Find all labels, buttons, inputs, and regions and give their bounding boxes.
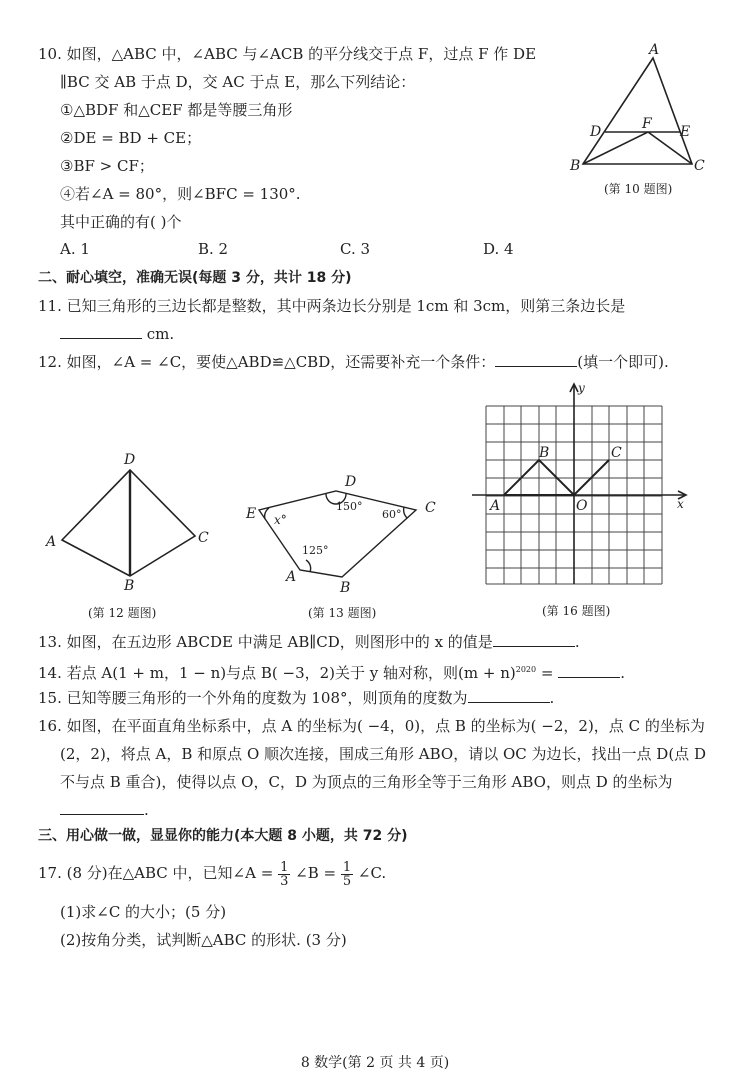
q12-figure	[40, 450, 220, 595]
section-3-heading: 三、用心做一做，显显你的能力(本大题 8 小题，共 72 分)	[38, 828, 408, 844]
q15-text: 15. 已知等腰三角形的一个外角的度数为 108°，则顶角的度数为	[38, 689, 468, 707]
q12-caption: (第 12 题图)	[88, 606, 157, 620]
q16-label-a: A	[490, 498, 501, 514]
q16-answer-line	[60, 800, 149, 820]
q14-answer-blank[interactable]	[558, 663, 620, 678]
q17-pre: 17. (8 分)在△ABC 中，已知∠A =	[38, 864, 274, 882]
q13-line	[38, 632, 580, 652]
q10-label-e: E	[680, 124, 691, 140]
q15-answer-blank[interactable]	[468, 688, 550, 703]
q10-statement-2: ②DE = BD + CE；	[60, 129, 202, 147]
q10-label-c: C	[694, 158, 705, 174]
q13-label-d: D	[345, 474, 357, 490]
q16-caption: (第 16 题图)	[542, 604, 611, 618]
q13-answer-blank[interactable]	[493, 632, 575, 647]
q13-angle-c: 60°	[382, 508, 402, 521]
q16-line2: (2，2)，将点 A，B 和原点 O 顺次连接，围成三角形 ABO，请以 OC 为边长，找出一点 D(点 D	[60, 745, 706, 763]
q10-label-a: A	[649, 42, 660, 58]
q17-line	[38, 858, 386, 888]
q10-label-b: B	[570, 158, 581, 174]
q13-angle-d: 150°	[336, 500, 363, 513]
q13-label-c: C	[425, 500, 436, 516]
q14-tail: .	[620, 664, 625, 682]
q13-angle-a: 125°	[302, 544, 329, 557]
q11-answer-blank[interactable]	[60, 324, 142, 339]
q17-part-2: (2)按角分类，试判断△ABC 的形状. (3 分)	[60, 931, 347, 949]
q13-caption: (第 13 题图)	[308, 606, 377, 620]
q10-option-a: A. 1	[60, 240, 90, 258]
q17-part-1: (1)求∠C 的大小；(5 分)	[60, 903, 227, 921]
q16-label-o: O	[576, 498, 588, 514]
q16-axis-x: x	[677, 497, 684, 511]
q16-answer-blank[interactable]	[60, 800, 144, 815]
q15-line	[38, 688, 554, 708]
q12-label-d: D	[124, 452, 136, 468]
q10-caption: (第 10 题图)	[604, 182, 673, 196]
q16-figure	[468, 380, 698, 590]
q11-answer-line	[60, 324, 174, 344]
q10-ask: 其中正确的有( )个	[60, 213, 182, 231]
q12-label-c: C	[198, 530, 209, 546]
q16-tail: .	[144, 801, 149, 819]
page-footer: 8 数学(第 2 页 共 4 页)	[300, 1055, 450, 1071]
q13-label-b: B	[340, 580, 351, 596]
q16-axis-y: y	[578, 381, 585, 395]
q10-statement-4: ④若∠A = 80°，则∠BFC = 130°.	[60, 185, 301, 203]
q10-figure	[560, 42, 720, 182]
q10-option-b: B. 2	[198, 240, 229, 258]
q14-exponent: 2020	[515, 665, 537, 674]
q10-statement-1: ①△BDF 和△CEF 都是等腰三角形	[60, 101, 293, 119]
q13-angle-x: x°	[274, 513, 287, 527]
q12-text: 12. 如图，∠A = ∠C，要使△ABD≌△CBD，还需要补充一个条件：	[38, 353, 496, 371]
q17-fraction-1: $\frac{1}{3}$	[280, 859, 289, 889]
q10-label-f: F	[642, 116, 652, 132]
q14-equals: =	[536, 664, 559, 682]
section-2-heading: 二、耐心填空，准确无误(每题 3 分，共计 18 分)	[38, 270, 352, 286]
q17-post: ∠C.	[357, 864, 387, 882]
q12-label-b: B	[124, 578, 135, 594]
q13-label-e: E	[246, 506, 257, 522]
q10-line1: 10. 如图，△ABC 中，∠ABC 与∠ACB 的平分线交于点 F，过点 F 作 DE	[38, 45, 537, 63]
q17-mid: ∠B =	[295, 864, 337, 882]
q12-label-a: A	[46, 534, 57, 550]
q16-label-c: C	[611, 445, 622, 461]
q10-option-d: D. 4	[483, 240, 514, 258]
q10-line2: ∥BC 交 AB 于点 D，交 AC 于点 E，那么下列结论：	[60, 73, 416, 91]
q16-label-b: B	[539, 445, 550, 461]
q14-line	[38, 660, 625, 683]
q13-text: 13. 如图，在五边形 ABCDE 中满足 AB∥CD，则图形中的 x 的值是	[38, 633, 493, 651]
q14-text: 14. 若点 A(1 + m，1 − n)与点 B( −3，2)关于 y 轴对称，则(m + n)	[38, 664, 516, 682]
q11-unit: cm.	[146, 325, 175, 343]
q12-line	[38, 352, 669, 372]
q12-tail: (填一个即可).	[577, 353, 669, 371]
q11-line1: 11. 已知三角形的三边长都是整数，其中两条边长分别是 1cm 和 3cm，则第三条边长是	[38, 297, 626, 315]
q10-option-c: C. 3	[340, 240, 371, 258]
q10-statement-3: ③BF > CF；	[60, 157, 154, 175]
q13-label-a: A	[286, 569, 297, 585]
q13-figure	[240, 468, 450, 598]
q17-fraction-2: $\frac{1}{5}$	[342, 859, 352, 889]
q12-answer-blank[interactable]	[495, 352, 577, 367]
q13-tail: .	[574, 633, 580, 651]
q15-tail: .	[549, 689, 555, 707]
q16-line1: 16. 如图，在平面直角坐标系中，点 A 的坐标为( −4，0)，点 B 的坐标为( −2，2)，点 C 的坐标为	[38, 717, 705, 735]
q10-label-d: D	[590, 124, 602, 140]
q16-line3: 不与点 B 重合)，使得以点 O，C，D 为顶点的三角形全等于三角形 ABO，则点 D 的坐标为	[60, 773, 673, 791]
